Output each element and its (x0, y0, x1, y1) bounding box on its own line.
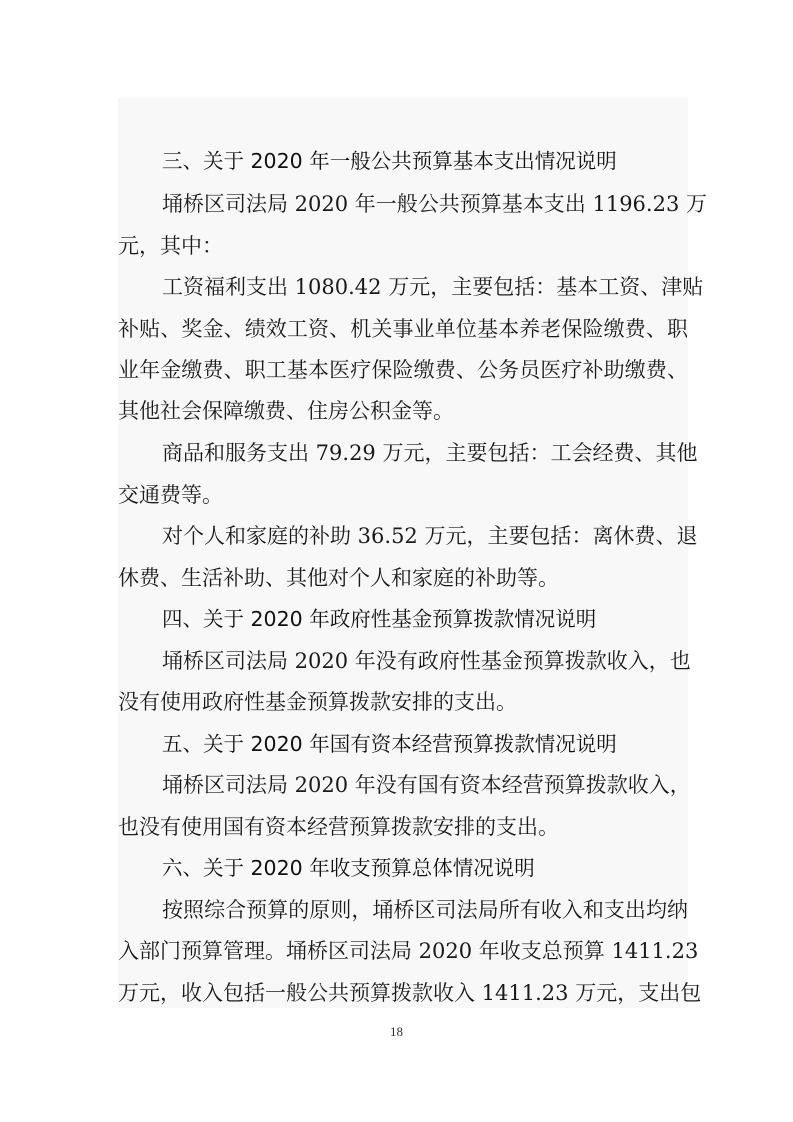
section-6-p1-line1: 按照综合预算的原则，埇桥区司法局所有收入和支出均纳 (162, 898, 688, 922)
section-3-p2-line3: 业年金缴费、职工基本医疗保险缴费、公务员医疗补助缴费、 (118, 358, 688, 382)
section-3-p4-line2: 休费、生活补助、其他对个人和家庭的补助等。 (118, 566, 559, 590)
section-3-p2-line1: 工资福利支出 1080.42 万元，主要包括：基本工资、津贴 (162, 275, 704, 299)
section-5-p1-line2: 也没有使用国有资本经营预算拨款安排的支出。 (118, 815, 559, 839)
section-5-heading: 五、关于 2020 年国有资本经营预算拨款情况说明 (162, 732, 617, 756)
section-3-p3-line2: 交通费等。 (118, 483, 223, 507)
section-3-p2-line4: 其他社会保障缴费、住房公积金等。 (118, 399, 454, 423)
section-3-heading: 三、关于 2020 年一般公共预算基本支出情况说明 (162, 149, 617, 173)
section-3-p4-line1: 对个人和家庭的补助 36.52 万元，主要包括：离休费、退 (162, 524, 698, 548)
section-4-p1-line1: 埇桥区司法局 2020 年没有政府性基金预算拨款收入，也 (162, 649, 691, 673)
section-4-p1-line2: 没有使用政府性基金预算拨款安排的支出。 (118, 690, 517, 714)
section-5-p1-line1: 埇桥区司法局 2020 年没有国有资本经营预算拨款收入， (162, 773, 691, 797)
section-6-p1-line2: 入部门预算管理。埇桥区司法局 2020 年收支总预算 1411.23 (118, 939, 699, 963)
section-6-heading: 六、关于 2020 年收支预算总体情况说明 (162, 856, 535, 880)
section-3-p1-line1: 埇桥区司法局 2020 年一般公共预算基本支出 1196.23 万 (162, 192, 707, 216)
section-6-p1-line3: 万元，收入包括一般公共预算拨款收入 1411.23 万元，支出包 (118, 981, 702, 1005)
section-4-heading: 四、关于 2020 年政府性基金预算拨款情况说明 (162, 607, 597, 631)
page-number: 18 (390, 1024, 403, 1039)
section-3-p3-line1: 商品和服务支出 79.29 万元，主要包括：工会经费、其他 (162, 441, 698, 465)
section-3-p1-line2: 元，其中： (118, 234, 223, 258)
section-3-p2-line2: 补贴、奖金、绩效工资、机关事业单位基本养老保险缴费、职 (118, 317, 688, 341)
